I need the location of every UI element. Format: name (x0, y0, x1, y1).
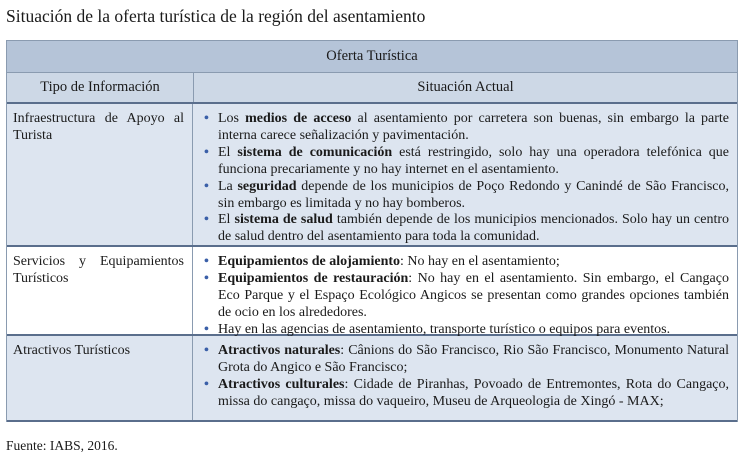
item-text: : No hay en el asentamiento; (400, 254, 560, 269)
item-text: está restringido, solo hay una operadora telefónica que funciona precariamente y no hay internet en el asentamiento. (218, 144, 729, 177)
list-item (201, 111, 729, 145)
column-header-type: Tipo de Información (7, 73, 194, 102)
row-type-cell: Infraestructura de Apoyo al Turista (7, 104, 193, 245)
source-note: Fuente: IABS, 2016. (6, 438, 118, 453)
row-type-cell: Atractivos Turísticos (7, 336, 193, 420)
bullet-icon: • (204, 321, 209, 337)
item-text: también depende de los municipios mencionados. Solo hay un centro de salud dentro del asentamiento para toda la comunidad. (218, 212, 730, 245)
item-keyword: seguridad (237, 178, 297, 194)
item-text: Hay en las agencias de asentamiento, transporte turístico o equipos para eventos. (218, 321, 671, 337)
item-text: al asentamiento por carretera son buenas, sin embargo la parte interna carece señalización y pavimentación. (218, 111, 730, 143)
list-item (201, 254, 729, 271)
item-keyword: Atractivos culturales (218, 376, 345, 392)
item-text: El (218, 212, 235, 228)
row-type-cell: Servicios y Equipamientos Turísticos (7, 247, 193, 334)
situation-list (201, 343, 729, 411)
list-item (201, 377, 729, 411)
row-situation-cell (193, 247, 737, 337)
item-text: : Cidade de Piranhas, Povoado de Entremontes, Rota do Cangaço, missa do cangaço, missa do vaqueiro, Museu de Arqueologia de Xingó - MAX; (218, 376, 729, 409)
bullet-icon: • (204, 343, 209, 358)
table-column-headers (7, 73, 737, 104)
column-header-situation: Situación Actual (417, 79, 514, 95)
item-text: La (218, 178, 238, 194)
bullet-icon: • (204, 270, 209, 286)
item-text: Los (218, 111, 246, 126)
table-main-header: Oferta Turística (7, 41, 737, 73)
list-item (201, 322, 729, 339)
item-keyword: Atractivos naturales (218, 343, 341, 358)
situation-list (201, 254, 729, 339)
item-text: depende de los municipios de Poço Redondo y Canindé de São Francisco, sin embargo es limitada y no hay bomberos. (218, 178, 729, 211)
list-item (201, 145, 729, 179)
item-keyword: Equipamientos de restauración (218, 270, 409, 286)
situation-list (201, 111, 729, 246)
item-text: El (218, 144, 238, 160)
list-item (201, 271, 729, 322)
item-keyword: medios de acceso (245, 111, 352, 126)
row-situation-cell (193, 336, 737, 420)
item-keyword: sistema de salud (234, 212, 333, 228)
list-item (201, 179, 729, 213)
bullet-icon: • (204, 376, 209, 392)
table-title: Situación de la oferta turística de la región del asentamiento (6, 6, 426, 26)
bullet-icon: • (204, 254, 209, 269)
item-keyword: sistema de comunicación (237, 144, 393, 160)
item-text: : Cânions do São Francisco, Rio São Francisco, Monumento Natural Grota do Angico e São Francisco; (218, 343, 729, 375)
row-situation-cell (193, 104, 737, 245)
bullet-icon: • (204, 212, 209, 228)
table-row (7, 336, 737, 422)
bullet-icon: • (204, 111, 209, 126)
bullet-icon: • (204, 178, 209, 194)
bullet-icon: • (204, 144, 209, 160)
item-keyword: Equipamientos de alojamiento (218, 254, 401, 269)
table-row (7, 247, 737, 336)
table-row (7, 104, 737, 247)
list-item (201, 212, 729, 246)
item-text: : No hay en el asentamiento. Sin embargo, el Cangaço Eco Parque y el Espaço Ecológico Angicos se presentan como grandes opciones también de ocio en los alrededores. (218, 270, 729, 320)
list-item (201, 343, 729, 377)
tourism-offer-table (6, 40, 738, 422)
